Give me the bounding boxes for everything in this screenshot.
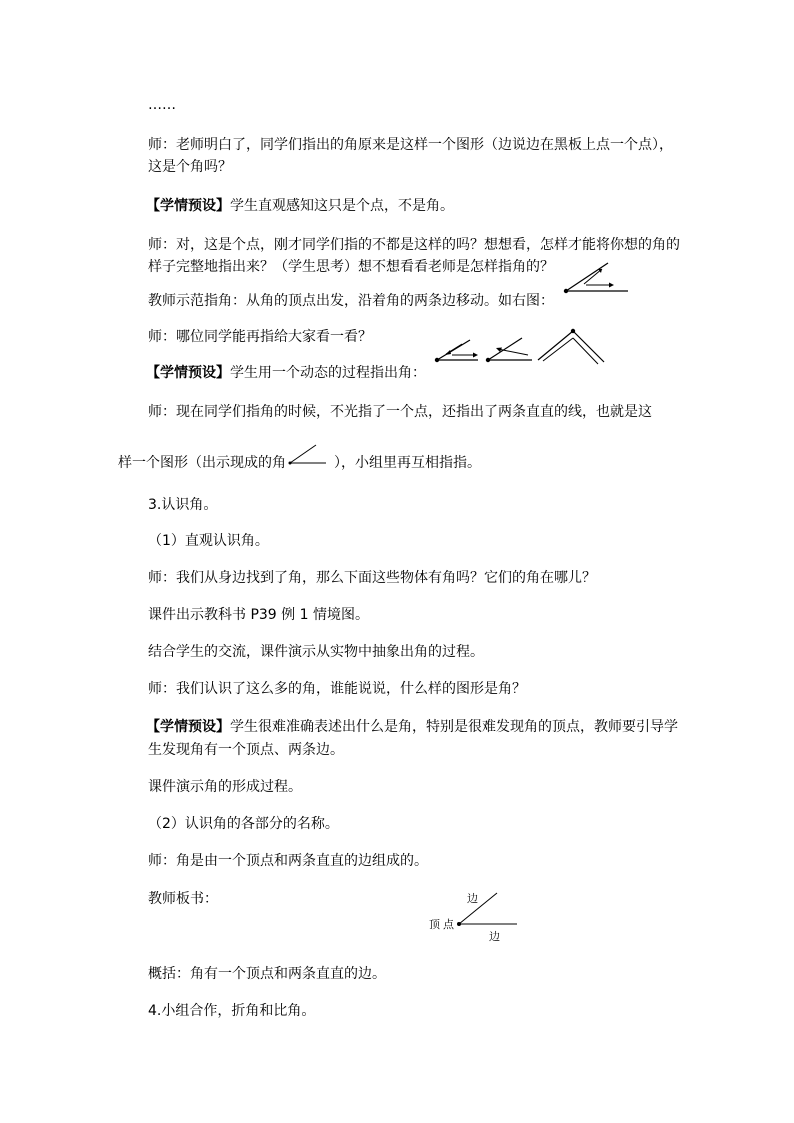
paragraph: 教师板书： xyxy=(148,891,218,907)
subsection-heading: （1）直观认识角。 xyxy=(148,533,269,549)
dynamic-pointing-figure xyxy=(432,328,612,368)
side-label: 边 xyxy=(489,930,500,943)
paragraph: 师：角是由一个顶点和两条直直的边组成的。 xyxy=(148,853,428,869)
paragraph-line: 师：现在同学们指角的时候，不光指了一个点，还指出了两条直直的线，也就是这 xyxy=(148,404,652,420)
angle-parts-figure xyxy=(455,890,525,930)
paragraph-text: 样一个图形（出示现成的角 xyxy=(118,455,286,471)
paragraph xyxy=(146,196,454,216)
side-label: 边 xyxy=(467,892,478,905)
inline-angle-figure xyxy=(288,443,330,467)
paragraph-text: 学生直观感知这只是个点，不是角。 xyxy=(230,198,454,214)
preset-tag: 【学情预设】 xyxy=(146,365,230,381)
subsection-heading: （2）认识角的各部分的名称。 xyxy=(148,816,339,832)
paragraph-line: 生发现角有一个顶点、两条边。 xyxy=(148,742,344,758)
preset-tag: 【学情预设】 xyxy=(146,719,230,735)
paragraph-text: ），小组里再互相指指。 xyxy=(334,455,481,471)
paragraph-text: 学生用一个动态的过程指出角： xyxy=(230,365,426,381)
paragraph: 概括：角有一个顶点和两条直直的边。 xyxy=(148,966,386,982)
paragraph-line: 这是个角吗？ xyxy=(148,159,232,175)
paragraph-line xyxy=(146,717,678,737)
section-heading: 3.认识角。 xyxy=(148,497,218,513)
paragraph: 师：我们认识了这么多的角，谁能说说，什么样的图形是角？ xyxy=(148,681,526,697)
paragraph: 师：我们从身边找到了角，那么下面这些物体有角吗？它们的角在哪儿？ xyxy=(148,570,596,586)
paragraph: 教师示范指角：从角的顶点出发，沿着角的两条边移动。如右图： xyxy=(148,293,554,309)
paragraph xyxy=(146,363,426,383)
paragraph-line: 样子完整地指出来？（学生思考）想不想看看老师是怎样指角的？ xyxy=(148,259,554,275)
section-heading: 4.小组合作，折角和比角。 xyxy=(148,1003,316,1019)
angle-pointing-figure xyxy=(560,258,630,298)
paragraph-text: 学生很难准确表述出什么是角，特别是很难发现角的顶点，教师要引导学 xyxy=(230,719,678,735)
vertex-label: 顶点 xyxy=(429,918,457,931)
paragraph-line: 师：老师明白了，同学们指出的角原来是这样一个图形（边说边在黑板上点一个点）， xyxy=(148,137,673,153)
paragraph: 师：哪位同学能再指给大家看一看？ xyxy=(148,329,372,345)
paragraph: 课件出示教科书 P39 例 1 情境图。 xyxy=(148,607,369,623)
ellipsis: …… xyxy=(148,97,176,113)
paragraph: 课件演示角的形成过程。 xyxy=(148,779,302,795)
paragraph-line: 师：对，这是个点，刚才同学们指的不都是这样的吗？想想看，怎样才能将你想的角的 xyxy=(148,237,680,253)
paragraph: 结合学生的交流，课件演示从实物中抽象出角的过程。 xyxy=(148,644,484,660)
preset-tag: 【学情预设】 xyxy=(146,198,230,214)
